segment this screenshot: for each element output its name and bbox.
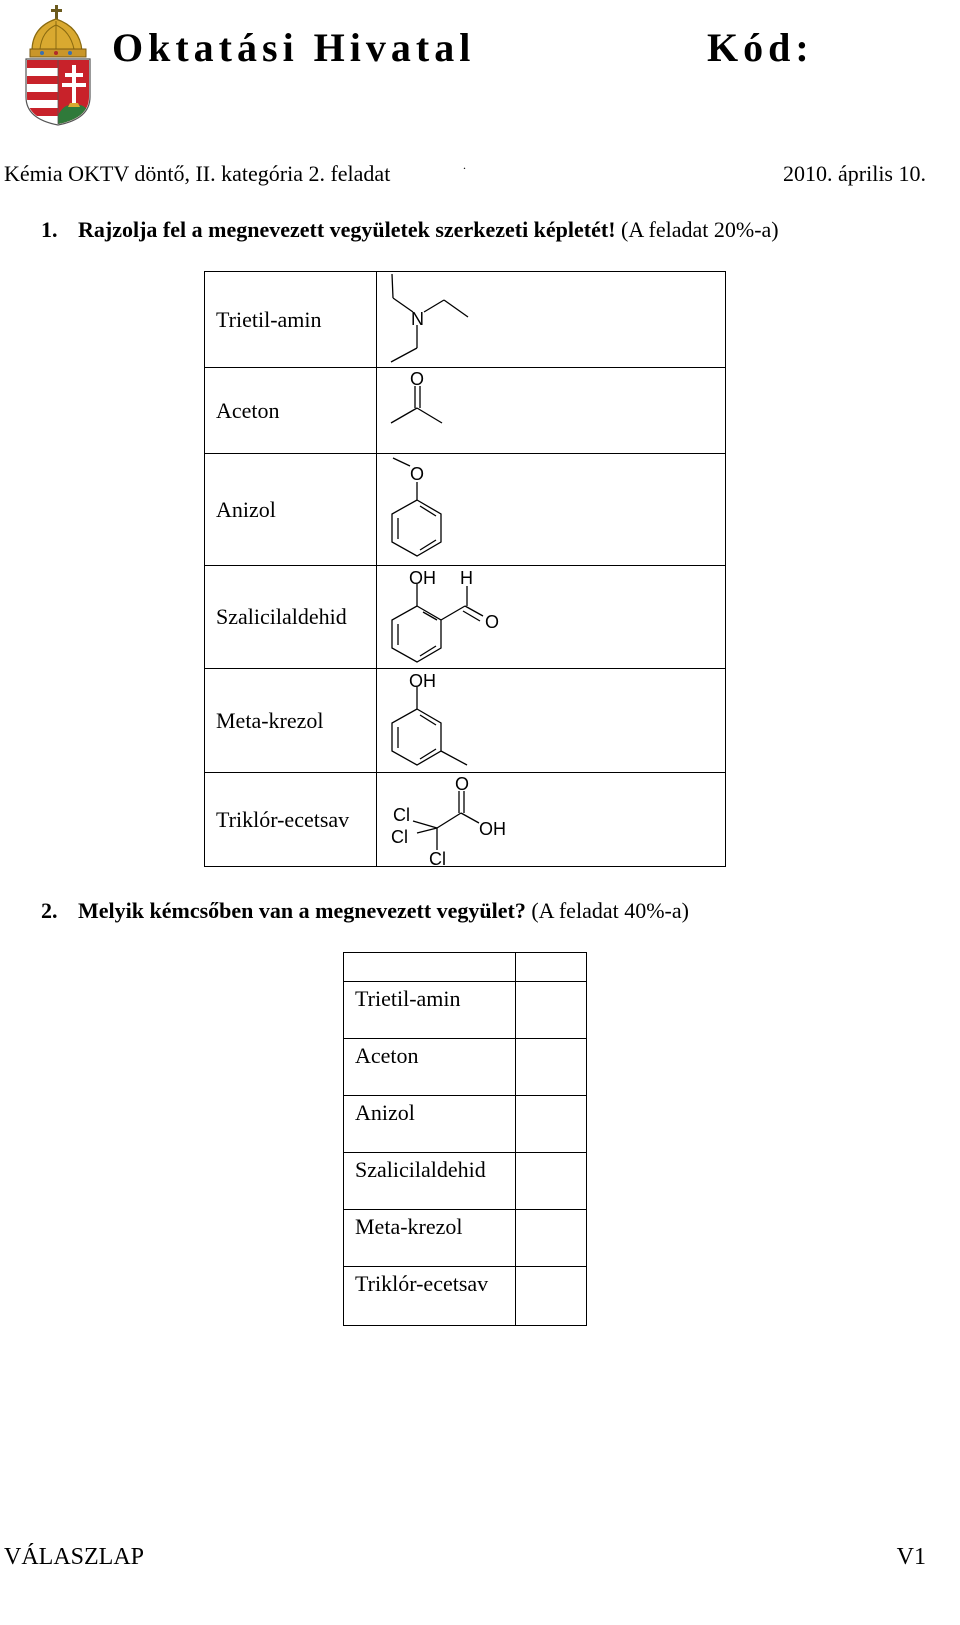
structure-cell xyxy=(377,773,725,867)
table-header-row xyxy=(344,953,586,982)
answer-cell[interactable] xyxy=(516,982,586,1038)
atom-label: O xyxy=(455,774,470,794)
compound-name: Trietil-amin xyxy=(344,982,516,1038)
atom-label: Cl xyxy=(391,827,408,847)
atom-label: Cl xyxy=(429,849,446,867)
table-row xyxy=(205,454,725,566)
footer-sheet-label: VÁLASZLAP xyxy=(4,1544,145,1570)
exam-title: Kémia OKTV döntő, II. kategória 2. feladat xyxy=(4,161,391,186)
atom-label: O xyxy=(410,464,425,484)
compound-name: Aceton xyxy=(344,1039,516,1095)
structure-table xyxy=(204,271,726,867)
coat-of-arms-logo xyxy=(22,5,94,127)
answer-cell[interactable] xyxy=(516,1210,586,1266)
compound-name: Trietil-amin xyxy=(205,272,377,367)
coat-of-arms-icon xyxy=(22,5,94,127)
table-row xyxy=(205,368,725,454)
table-row xyxy=(344,1096,586,1153)
answer-table xyxy=(343,952,587,1326)
answer-cell[interactable] xyxy=(516,1096,586,1152)
organization-title: Oktatási Hivatal xyxy=(112,25,476,70)
answer-cell[interactable] xyxy=(516,1267,586,1325)
atom-label: N xyxy=(411,309,424,329)
table-row xyxy=(205,669,725,773)
structure-cell xyxy=(377,566,725,668)
task-text: Melyik kémcsőben van a megnevezett vegyület? xyxy=(78,898,526,923)
atom-label: O xyxy=(485,612,500,632)
compound-name: Szalicilaldehid xyxy=(205,566,377,668)
acetone-structure xyxy=(377,368,725,454)
task-number: 1. xyxy=(41,217,58,242)
compound-name: Meta-krezol xyxy=(205,669,377,772)
code-label: Kód: xyxy=(707,25,814,70)
task-2-heading xyxy=(41,898,689,924)
anisole-structure xyxy=(377,454,725,566)
trichloroacetic-acid-structure xyxy=(377,773,725,867)
footer-version: V1 xyxy=(896,1544,926,1570)
header-cell-empty xyxy=(344,953,516,981)
answer-cell[interactable] xyxy=(516,1153,586,1209)
structure-cell xyxy=(377,454,725,565)
table-row xyxy=(344,1039,586,1096)
task-1-heading xyxy=(41,217,779,243)
compound-name: Meta-krezol xyxy=(344,1210,516,1266)
compound-name: Triklór-ecetsav xyxy=(205,773,377,867)
table-row xyxy=(344,1210,586,1267)
task-text: Rajzolja fel a megnevezett vegyületek szerkezeti képletét! xyxy=(78,217,616,242)
compound-name: Anizol xyxy=(205,454,377,565)
atom-label: OH xyxy=(409,568,436,588)
exam-title-dot: . xyxy=(463,158,466,172)
structure-cell xyxy=(377,669,725,772)
exam-date: 2010. április 10. xyxy=(783,161,926,186)
atom-label: O xyxy=(410,369,425,389)
header-cell-empty xyxy=(516,953,586,981)
meta-cresol-structure xyxy=(377,669,725,773)
table-row xyxy=(344,982,586,1039)
compound-name: Szalicilaldehid xyxy=(344,1153,516,1209)
structure-cell xyxy=(377,368,725,453)
table-row xyxy=(344,1153,586,1210)
table-row xyxy=(205,272,725,368)
compound-name: Triklór-ecetsav xyxy=(344,1267,516,1325)
atom-label: OH xyxy=(479,819,506,839)
task-weight: (A feladat 40%-a) xyxy=(531,898,689,923)
task-weight: (A feladat 20%-a) xyxy=(621,217,779,242)
compound-name: Aceton xyxy=(205,368,377,453)
table-row xyxy=(344,1267,586,1325)
table-row xyxy=(205,773,725,867)
triethylamine-structure xyxy=(377,272,725,368)
compound-name: Anizol xyxy=(344,1096,516,1152)
atom-label: OH xyxy=(409,671,436,691)
structure-cell xyxy=(377,272,725,367)
salicylaldehyde-structure xyxy=(377,566,725,669)
atom-label: H xyxy=(460,568,473,588)
task-number: 2. xyxy=(41,898,58,923)
answer-cell[interactable] xyxy=(516,1039,586,1095)
atom-label: Cl xyxy=(393,805,410,825)
table-row xyxy=(205,566,725,669)
